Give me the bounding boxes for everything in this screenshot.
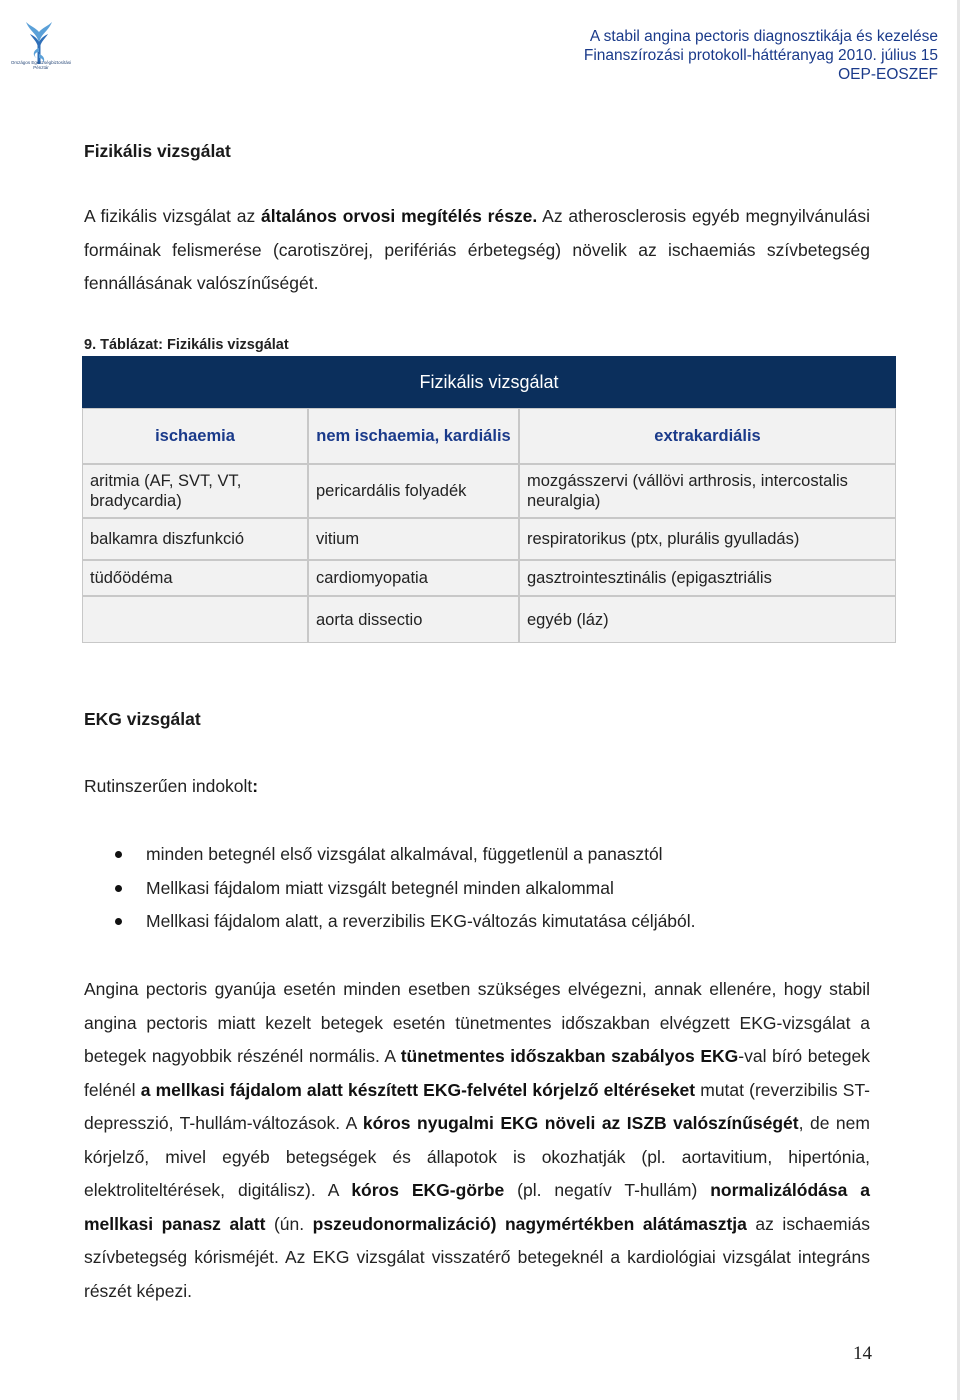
text-run: , de nem kórjelző, mivel egyéb betegségek és állapotok is okozhatják (pl. aortavitium, hipertónia, elektrolitеltérések, digitálisz). A <box>84 1113 870 1200</box>
text-run: Angina pectoris gyanúja esetén minden esetben szükséges elvégezni, annak ellenére, hogy stabil angina pectoris miatt kezelt betegek esetén tünetmentes időszakban elvégzett EKG-vizsgálat a betegek nagyobbik részénél normális. A <box>84 979 870 1066</box>
text-run: mutat (reverzibilis ST-depresszió, T-hullám-változások. A <box>84 1079 870 1133</box>
page-number: 14 <box>853 1343 872 1364</box>
table-caption: 9. Táblázat: Fizikális vizsgálat <box>84 337 289 353</box>
table-cell-empty <box>82 596 308 643</box>
table-cell: tüdőödéma <box>82 560 308 596</box>
text-run: Rutinszerűen indokolt <box>84 776 253 796</box>
col-header-ischaemia: ischaemia <box>82 408 308 464</box>
ekg-paragraph <box>84 973 870 1308</box>
header-line-3: OEP-EOSZEF <box>838 66 938 83</box>
table-cell: respiratorikus (ptx, plurális gyulladás) <box>519 518 896 560</box>
section-title-ekg: EKG vizsgálat <box>84 709 201 729</box>
header-line-1: A stabil angina pectoris diagnosztikája és kezelése <box>589 28 938 45</box>
section-title-physical-exam: Fizikális vizsgálat <box>84 141 231 161</box>
text-run: (pl. negatív T-hullám) <box>504 1180 711 1200</box>
text-run-bold: kóros EKG-görbe <box>351 1180 505 1200</box>
table-cell: vitium <box>308 518 519 560</box>
logo-caption: Országos Egészségbiztosítási Pénztár <box>10 60 72 70</box>
routine-label <box>84 770 870 804</box>
table-cell: aorta dissectio <box>308 596 519 643</box>
text-run-bold: : <box>252 776 259 796</box>
text-run-bold: a mellkasi fájdalom alatt készített EKG-felvétel kórjelző eltéréseket <box>140 1079 696 1100</box>
list-item: Mellkasi fájdalom miatt vizsgált betegnél minden alkalommal <box>84 872 884 906</box>
list-item: Mellkasi fájdalom alatt, a reverzibilis EKG-változás kimutatása céljából. <box>84 905 884 939</box>
physical-exam-paragraph <box>84 200 870 301</box>
list-item: minden betegnél első vizsgálat alkalmával, függetlenül a panasztól <box>84 838 884 872</box>
text-run-bold: pszeudonormalizáció) nagymértékben alátámasztja <box>312 1213 747 1234</box>
text-run: az ischaemiás szívbetegség kórisméjét. Az EKG vizsgálat visszatérő betegeknél a kardiológiai vizsgálat integráns részét képezi. <box>84 1213 870 1301</box>
text-run: -val bíró betegek felénél <box>84 1046 870 1100</box>
text-run-bold: kóros nyugalmi EKG növeli az ISZB valószínűségét <box>362 1113 799 1133</box>
physical-exam-table <box>82 356 896 643</box>
table-cell: aritmia (AF, SVT, VT, bradycardia) <box>82 464 308 518</box>
table-cell: egyéb (láz) <box>519 596 896 643</box>
col-header-non-ischaemia: nem ischaemia, kardiális <box>308 408 519 464</box>
text-run-bold: tünetmentes időszakban szabályos EKG <box>400 1046 739 1066</box>
table-cell: balkamra diszfunkció <box>82 518 308 560</box>
table-cell: pericardális folyadék <box>308 464 519 518</box>
text-run: Az atherosclerosis egyéb megnyilvánulási formáinak felismerése (carotiszörej, perifériás érbetegség) növelik az ischaemiás szívbetegség fennállásának valószínűségét. <box>84 206 870 293</box>
table-cell: cardiomyopatia <box>308 560 519 596</box>
document-header <box>584 27 938 84</box>
table-cell: gasztrointesztinális (epigasztriális <box>519 560 896 596</box>
table-cell: mozgásszervi (vállövi arthrosis, intercostalis neuralgia) <box>519 464 896 518</box>
text-run: A fizikális vizsgálat az <box>84 206 262 226</box>
table-header: Fizikális vizsgálat <box>82 356 896 408</box>
col-header-extracardial: extrakardiális <box>519 408 896 464</box>
text-run: (ún. <box>265 1213 313 1234</box>
text-run-bold: normalizálódása a mellkasi panasz alatt <box>84 1180 870 1234</box>
header-line-2: Finanszírozási protokoll-háttéranyag 2010. július 15 <box>583 47 938 64</box>
indication-list <box>84 838 884 939</box>
text-run-bold: általános orvosi megítélés része. <box>261 206 538 226</box>
